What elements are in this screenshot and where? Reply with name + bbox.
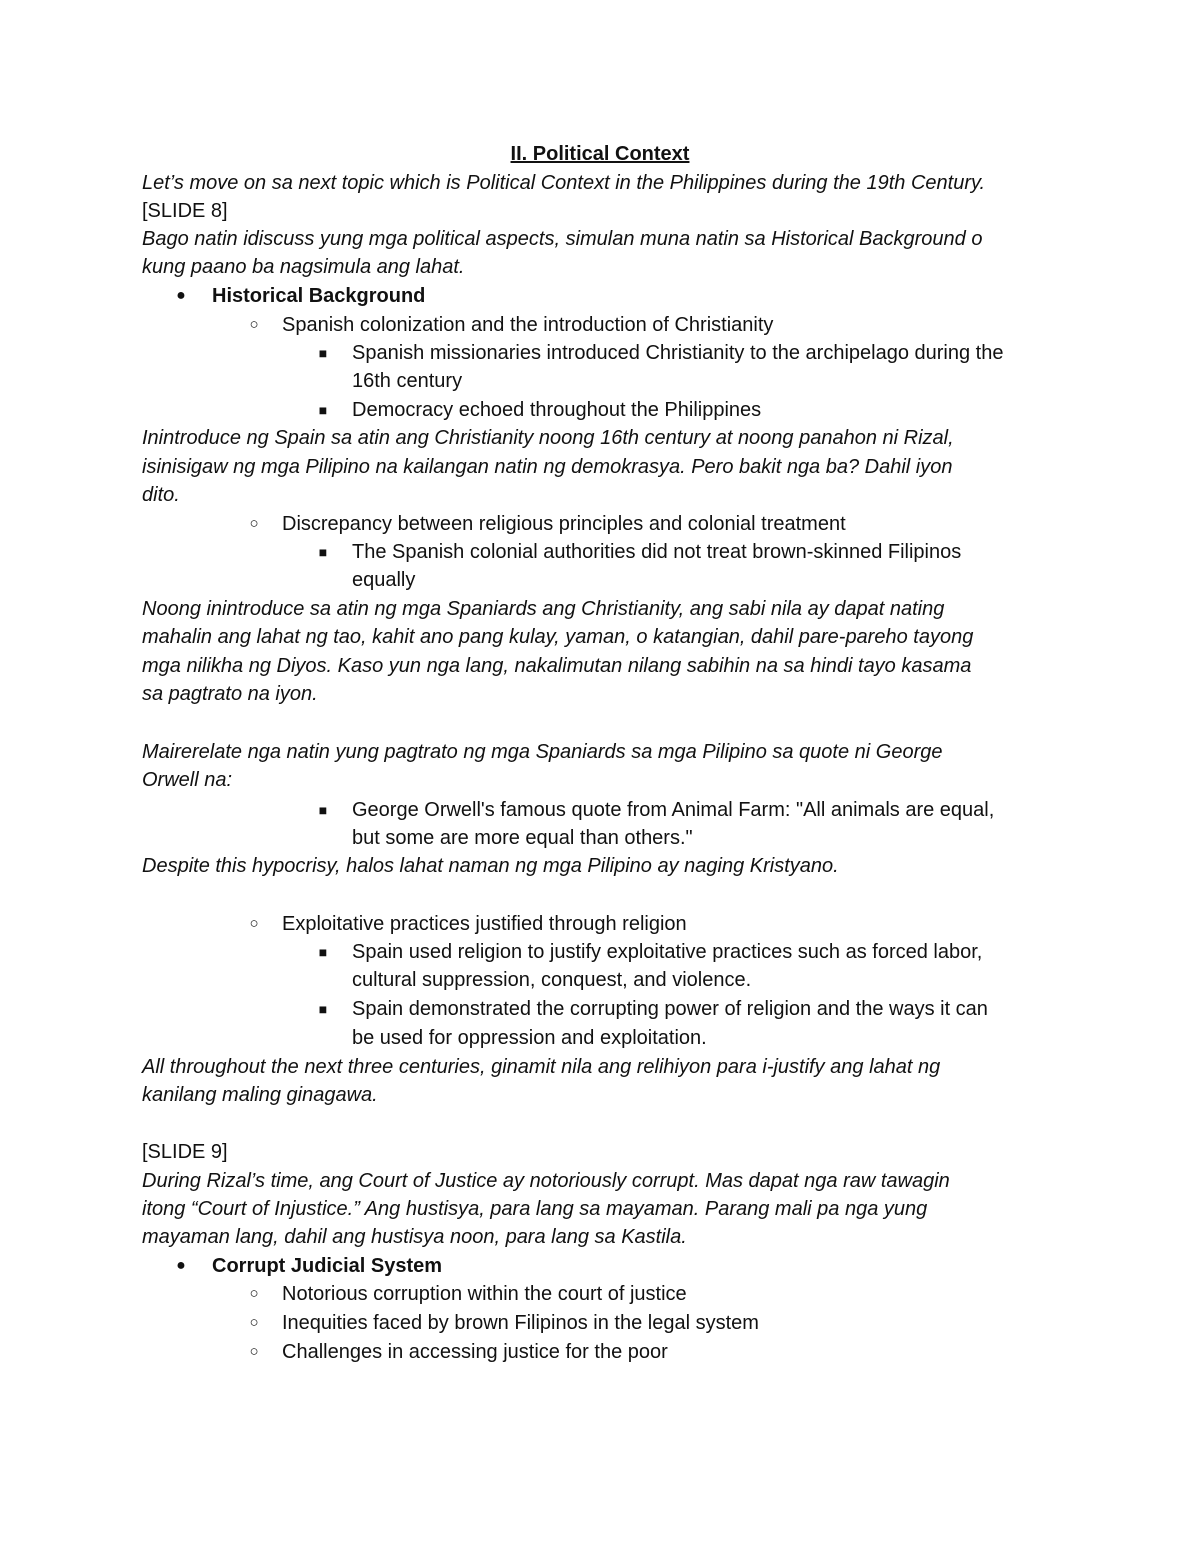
bullet-disc-icon: ●: [176, 1257, 186, 1274]
quote-line: but some are more equal than others.": [352, 827, 693, 849]
note-line: mayaman lang, dahil ang hustisya noon, para lang sa Kastila.: [142, 1226, 687, 1248]
intro-note-line-1: Bago natin idiscuss yung mga political aspects, simulan muna natin sa Historical Background o: [142, 228, 983, 250]
list-item: Spain used religion to justify exploitative practices such as forced labor,: [352, 941, 983, 963]
bullet-square-icon: ■: [318, 402, 328, 418]
list-item: Discrepancy between religious principles and colonial treatment: [282, 513, 846, 535]
bullet-circle-icon: ○: [249, 1285, 259, 1302]
heading-corrupt-judicial-system: Corrupt Judicial System: [212, 1255, 443, 1277]
list-item: Inequities faced by brown Filipinos in the legal system: [282, 1312, 759, 1334]
bullet-circle-icon: ○: [249, 1343, 259, 1360]
list-item: The Spanish colonial authorities did not treat brown-skinned Filipinos: [352, 541, 962, 563]
note-line: Inintroduce ng Spain sa atin ang Christianity noong 16th century at noong panahon ni Rizal,: [142, 427, 954, 449]
note-line: During Rizal’s time, ang Court of Justice ay notoriously corrupt. Mas dapat nga raw tawagin: [142, 1170, 950, 1192]
bullet-square-icon: ■: [318, 1001, 328, 1017]
list-item: Spanish colonization and the introduction of Christianity: [282, 314, 774, 336]
list-item-continuation: equally: [352, 569, 416, 591]
bullet-circle-icon: ○: [249, 1314, 259, 1331]
list-item: Spanish missionaries introduced Christianity to the archipelago during the: [352, 342, 1004, 364]
list-item: Challenges in accessing justice for the poor: [282, 1341, 668, 1363]
list-item: Democracy echoed throughout the Philippines: [352, 399, 762, 421]
intro-note-line-2: kung paano ba nagsimula ang lahat.: [142, 256, 465, 278]
bullet-square-icon: ■: [318, 544, 328, 560]
note-line: mahalin ang lahat ng tao, kahit ano pang kulay, yaman, o katangian, dahil pare-pareho tayong: [142, 626, 974, 648]
note-line: sa pagtrato na iyon.: [142, 683, 318, 705]
bullet-circle-icon: ○: [249, 915, 259, 932]
note-line: isinisigaw ng mga Pilipino na kailangan natin ng demokrasya. Pero bakit nga ba? Dahil iyon: [142, 456, 953, 478]
note-line: mga nilikha ng Diyos. Kaso yun nga lang, nakalimutan nilang sabihin na sa hindi tayo kasama: [142, 655, 972, 677]
bullet-circle-icon: ○: [249, 316, 259, 333]
note-line: Noong inintroduce sa atin ng mga Spaniards ang Christianity, ang sabi nila ay dapat nating: [142, 598, 945, 620]
note-line: Despite this hypocrisy, halos lahat naman ng mga Pilipino ay naging Kristyano.: [142, 855, 839, 877]
slide-9-label: [SLIDE 9]: [142, 1141, 228, 1163]
note-line: Orwell na:: [142, 769, 233, 791]
list-item: Spain demonstrated the corrupting power of religion and the ways it can: [352, 998, 988, 1020]
list-item-continuation: cultural suppression, conquest, and violence.: [352, 969, 752, 991]
list-item-continuation: 16th century: [352, 370, 463, 392]
slide-8-label: [SLIDE 8]: [142, 200, 228, 222]
bullet-disc-icon: ●: [176, 287, 186, 304]
note-line: itong “Court of Injustice.” Ang hustisya, para lang sa mayaman. Parang mali pa nga yung: [142, 1198, 928, 1220]
note-line: Mairerelate nga natin yung pagtrato ng mga Spaniards sa mga Pilipino sa quote ni George: [142, 741, 943, 763]
note-line: dito.: [142, 484, 180, 506]
list-item-continuation: be used for oppression and exploitation.: [352, 1027, 707, 1049]
note-line: kanilang maling ginagawa.: [142, 1084, 378, 1106]
section-title: II. Political Context: [510, 143, 690, 165]
bullet-circle-icon: ○: [249, 515, 259, 532]
list-item: Notorious corruption within the court of justice: [282, 1283, 687, 1305]
bullet-square-icon: ■: [318, 944, 328, 960]
quote-line: George Orwell's famous quote from Animal Farm: "All animals are equal,: [352, 799, 995, 821]
bullet-square-icon: ■: [318, 345, 328, 361]
note-line: All throughout the next three centuries, ginamit nila ang relihiyon para i-justify ang lahat ng: [142, 1056, 941, 1078]
bullet-square-icon: ■: [318, 802, 328, 818]
intro-line: Let’s move on sa next topic which is Political Context in the Philippines during the 19th Century.: [142, 172, 986, 194]
heading-historical-background: Historical Background: [212, 285, 426, 307]
list-item: Exploitative practices justified through religion: [282, 913, 687, 935]
